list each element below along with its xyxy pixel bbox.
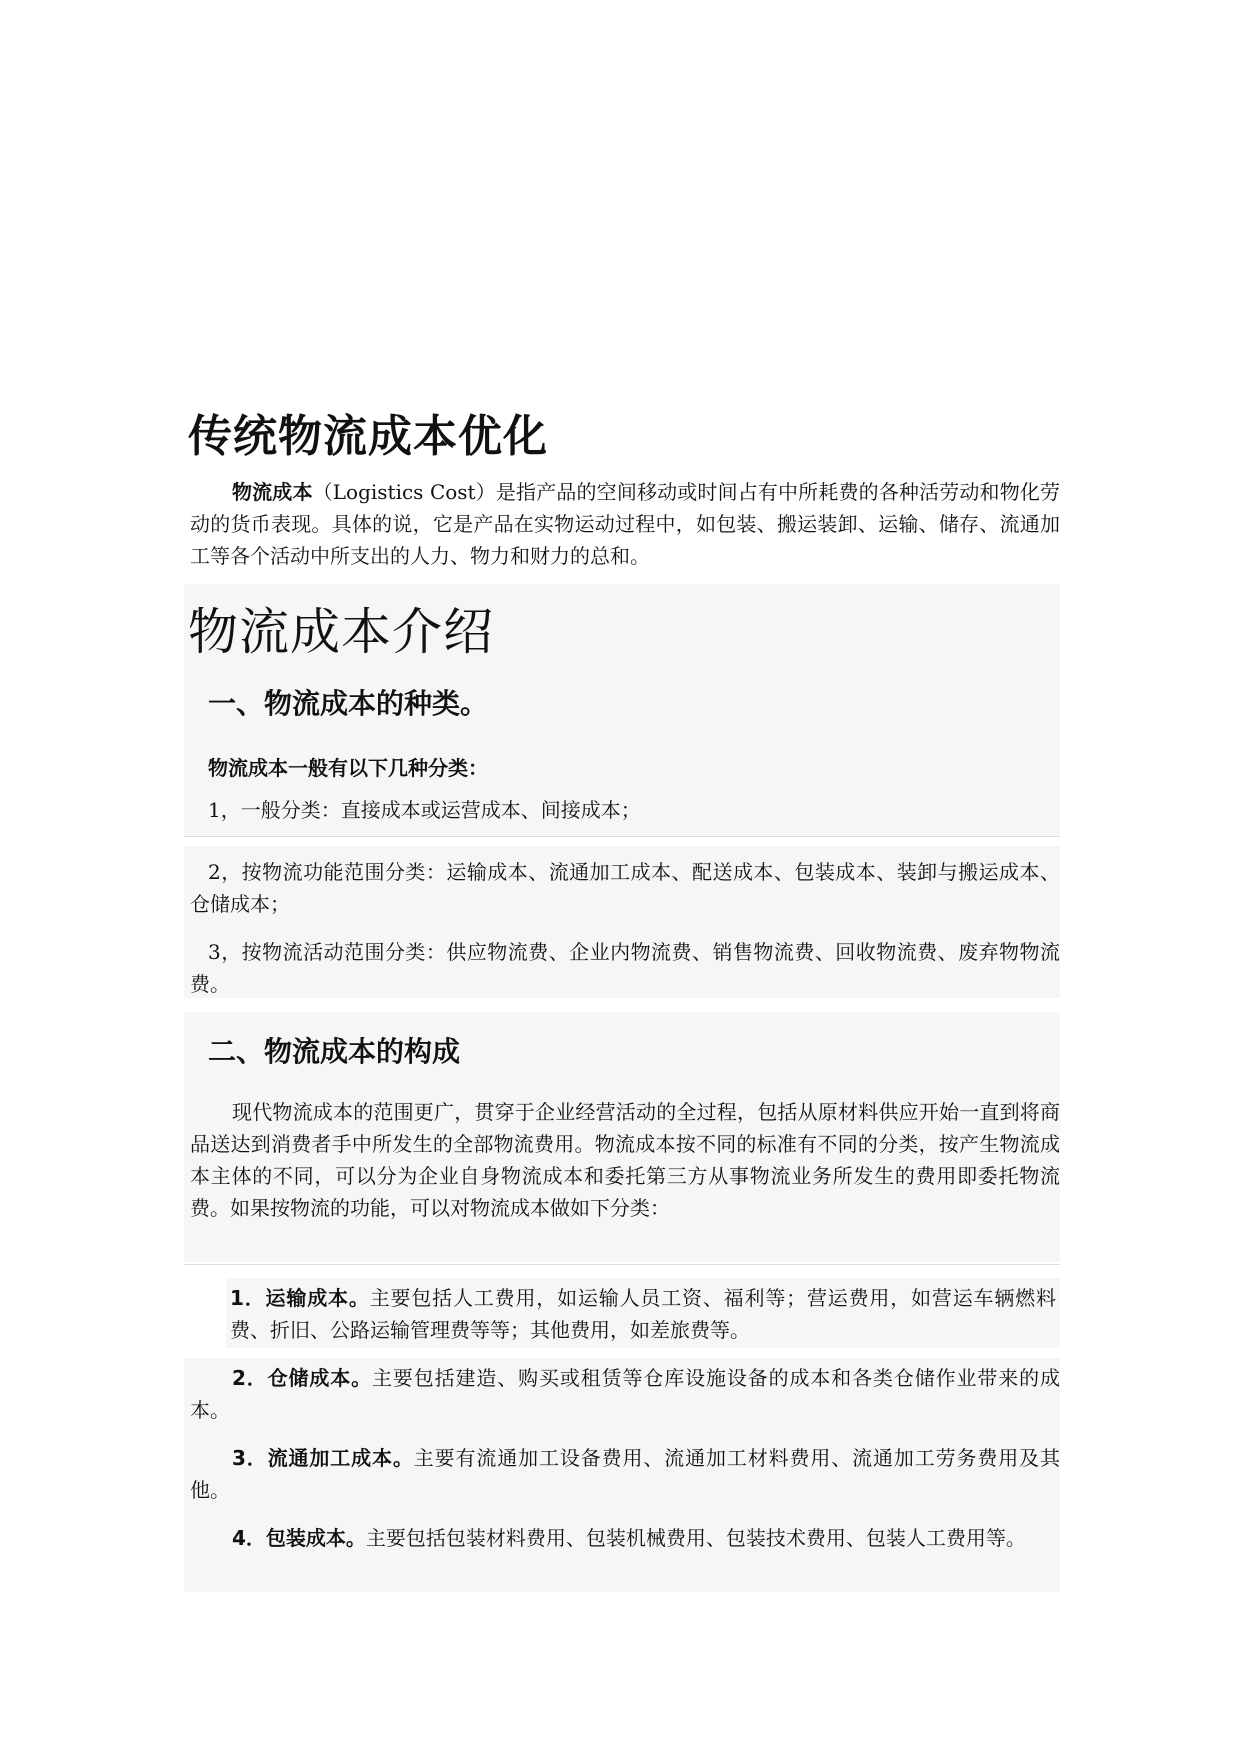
cost-item-2 bbox=[190, 1362, 1060, 1426]
divider bbox=[184, 1264, 1060, 1265]
intro-text: （Logistics Cost）是指产品的空间移动或时间占有中所耗费的各种活劳动和物化劳动的货币表现。具体的说，它是产品在实物运动过程中，如包装、搬运装卸、运输、储存、流通加工等各个活动中所支出的人力、物力和财力的总和。 bbox=[190, 480, 1060, 568]
cost-item-1-text: 主要包括人工费用，如运输人员工资、福利等；营运费用，如营运车辆燃料费、折旧、公路运输管理费等等；其他费用，如差旅费等。 bbox=[230, 1286, 1057, 1342]
cost-item-3 bbox=[190, 1442, 1060, 1506]
part1-item-3: 3，按物流活动范围分类：供应物流费、企业内物流费、销售物流费、回收物流费、废弃物物流费。 bbox=[190, 940, 1060, 996]
cost-item-3-term: 3．流通加工成本。 bbox=[232, 1446, 414, 1470]
cost-item-1-term: 1．运输成本。 bbox=[230, 1286, 370, 1310]
cost-item-2-term: 2．仓储成本。 bbox=[232, 1366, 373, 1390]
cost-item-2-text: 主要包括建造、购买或租赁等仓库设施设备的成本和各类仓储作业带来的成本。 bbox=[190, 1366, 1061, 1422]
cost-item-4-term: 4．包装成本。 bbox=[232, 1526, 366, 1550]
section-title: 物流成本介绍 bbox=[188, 603, 494, 661]
part1-item-1: 1，一般分类：直接成本或运营成本、间接成本； bbox=[208, 798, 641, 822]
part1-heading: 一、物流成本的种类。 bbox=[208, 687, 489, 720]
cost-item-3-text: 主要有流通加工设备费用、流通加工材料费用、流通加工劳务费用及其他。 bbox=[190, 1446, 1060, 1502]
intro-paragraph bbox=[190, 476, 1060, 572]
cost-item-4 bbox=[190, 1522, 1060, 1554]
divider bbox=[184, 836, 1060, 837]
document-title: 传统物流成本优化 bbox=[188, 411, 548, 462]
part2-paragraph: 现代物流成本的范围更广，贯穿于企业经营活动的全过程，包括从原材料供应开始一直到将商品送达到消费者手中所发生的全部物流费用。物流成本按不同的标准有不同的分类，按产生物流成本主体的不同，可以分为企业自身物流成本和委托第三方从事物流业务所发生的费用即委托物流费。如果按物流的功能，可以对物流成本做如下分类： bbox=[190, 1100, 1060, 1220]
part2-heading: 二、物流成本的构成 bbox=[208, 1035, 461, 1068]
part1-item-2: 2，按物流功能范围分类：运输成本、流通加工成本、配送成本、包装成本、装卸与搬运成本、仓储成本； bbox=[190, 860, 1060, 916]
part1-subheading: 物流成本一般有以下几种分类： bbox=[208, 756, 488, 780]
intro-term: 物流成本 bbox=[232, 480, 313, 504]
cost-item-4-text: 主要包括包装材料费用、包装机械费用、包装技术费用、包装人工费用等。 bbox=[365, 1526, 1026, 1550]
cost-item-1 bbox=[230, 1282, 1056, 1346]
